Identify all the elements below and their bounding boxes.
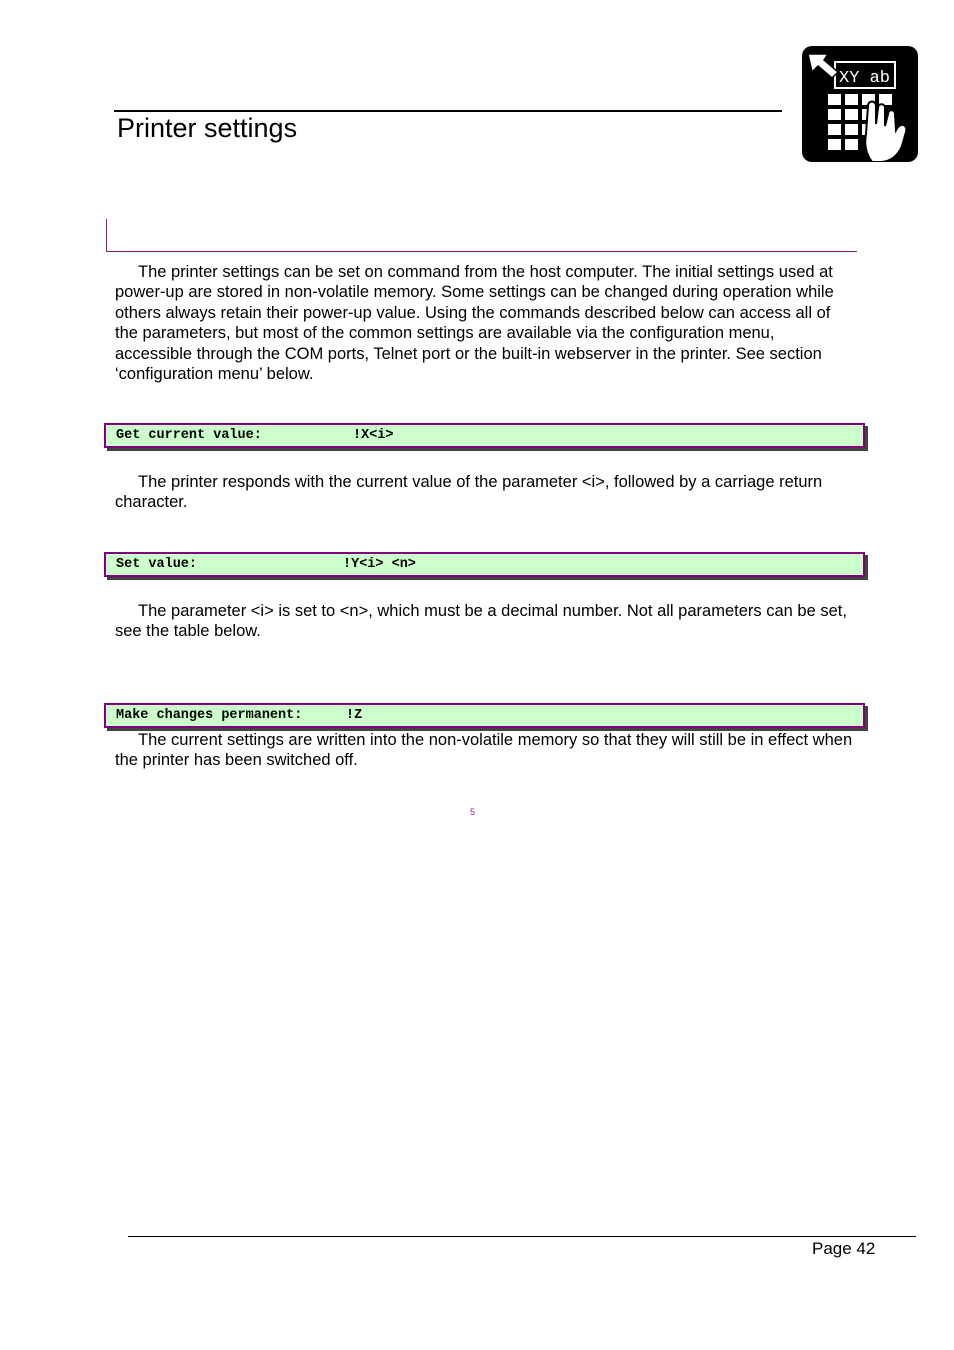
command-code: !Y<i> <n> — [343, 557, 416, 572]
command-box-set-value — [104, 552, 865, 577]
command-code: !X<i> — [353, 428, 394, 443]
command-description: The printer responds with the current value of the parameter <i>, followed by a carriage return character. — [115, 473, 823, 512]
page-title: Printer settings — [117, 113, 298, 143]
page-number: Page 42 — [812, 1239, 876, 1258]
command-code: !Z — [346, 708, 363, 723]
footer-rule — [128, 1236, 916, 1237]
command-box-make-permanent — [104, 703, 865, 728]
footnote-marker: 5 — [470, 807, 476, 817]
command-label: Set value: — [116, 557, 198, 572]
command-box-get-value — [104, 423, 865, 448]
command-description: The current settings are written into the non-volatile memory so that they will still be in effect when the printer has been switched off. — [115, 731, 853, 770]
logo-text: XY ab — [839, 69, 891, 88]
keypad-logo-icon — [802, 46, 918, 162]
command-label: Make changes permanent: — [116, 708, 303, 723]
section-heading-box — [106, 219, 857, 252]
command-description: The parameter <i> is set to <n>, which must be a decimal number. Not all parameters can be set, see the table below. — [115, 602, 847, 641]
intro-paragraph: The printer settings can be set on command from the host computer. The initial settings used at power-up are stored in non-volatile memory. Some settings can be changed during operation while others always retain their power-up value. Using the commands described below can access all of the parameters, but most of the common settings are available via the configuration menu, accessible through the COM ports, Telnet port or the built-in webserver in the printer. See section ‘configuration menu’ below. — [115, 263, 834, 384]
command-label: Get current value: — [116, 428, 262, 443]
